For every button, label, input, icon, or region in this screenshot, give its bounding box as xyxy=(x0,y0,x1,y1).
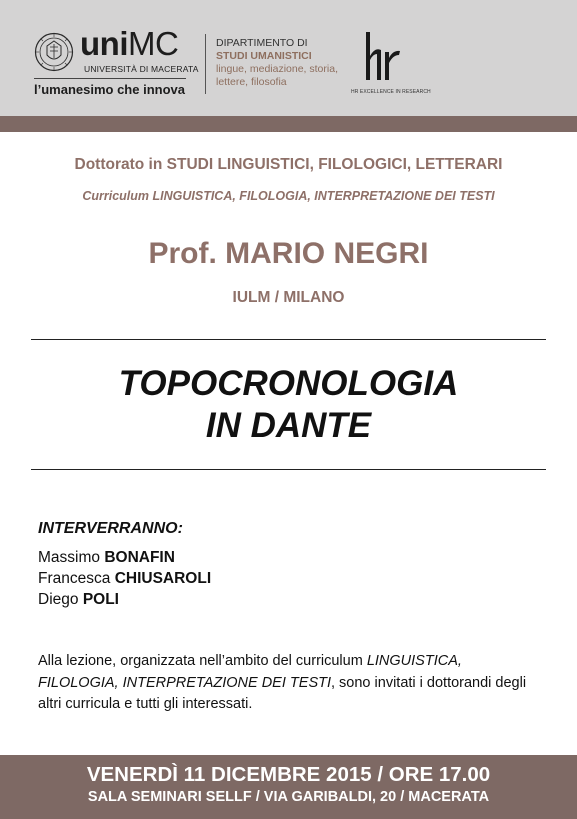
lecturer-affiliation: IULM / MILANO xyxy=(232,289,345,306)
hr-caption: HR EXCELLENCE IN RESEARCH xyxy=(351,89,431,95)
lecturer-name: Prof. MARIO NEGRI xyxy=(148,237,429,270)
university-name: UNIVERSITÀ DI MACERATA xyxy=(84,64,199,74)
university-seal-icon xyxy=(34,32,74,72)
logo-divider xyxy=(34,78,186,79)
title-rule-bottom xyxy=(31,469,546,470)
header-divider xyxy=(205,34,206,94)
speaker-item: Massimo BONAFIN xyxy=(38,549,175,566)
title-rule-top xyxy=(31,339,546,340)
speakers-heading: INTERVERRANNO: xyxy=(38,520,183,537)
doctorate-program: Dottorato in STUDI LINGUISTICI, FILOLOGICI, LETTERARI xyxy=(74,156,503,173)
invitation-note: Alla lezione, organizzata nell’ambito del curriculum LINGUISTICA, FILOLOGIA, INTERPRETAZIONE DEI TESTI, sono invitati i dottorandi degli altri curricula e tutti gli interessati. xyxy=(38,653,527,712)
department-name: STUDI UMANISTICI xyxy=(216,50,312,62)
department-subjects: lingue, mediazione, storia, lettere, filosofia xyxy=(216,63,338,88)
curriculum-line: Curriculum LINGUISTICA, FILOLOGIA, INTERPRETAZIONE DEI TESTI xyxy=(82,189,495,203)
lecture-title-line-1: TOPOCRONOLOGIA xyxy=(118,364,459,403)
speaker-item: Diego POLI xyxy=(38,591,119,608)
department-label: DIPARTIMENTO DI xyxy=(216,37,308,49)
header-band xyxy=(0,116,577,132)
tagline: l’umanesimo che innova xyxy=(34,82,185,97)
unimc-logo: uniMC xyxy=(80,25,179,62)
speaker-item: Francesca CHIUSAROLI xyxy=(38,570,212,587)
event-venue: SALA SEMINARI SELLF / VIA GARIBALDI, 20 / MACERATA xyxy=(87,789,490,805)
event-date-time: VENERDÌ 11 DICEMBRE 2015 / ORE 17.00 xyxy=(86,763,491,786)
lecture-title-line-2: IN DANTE xyxy=(205,406,372,445)
hr-excellence-icon xyxy=(362,30,402,84)
